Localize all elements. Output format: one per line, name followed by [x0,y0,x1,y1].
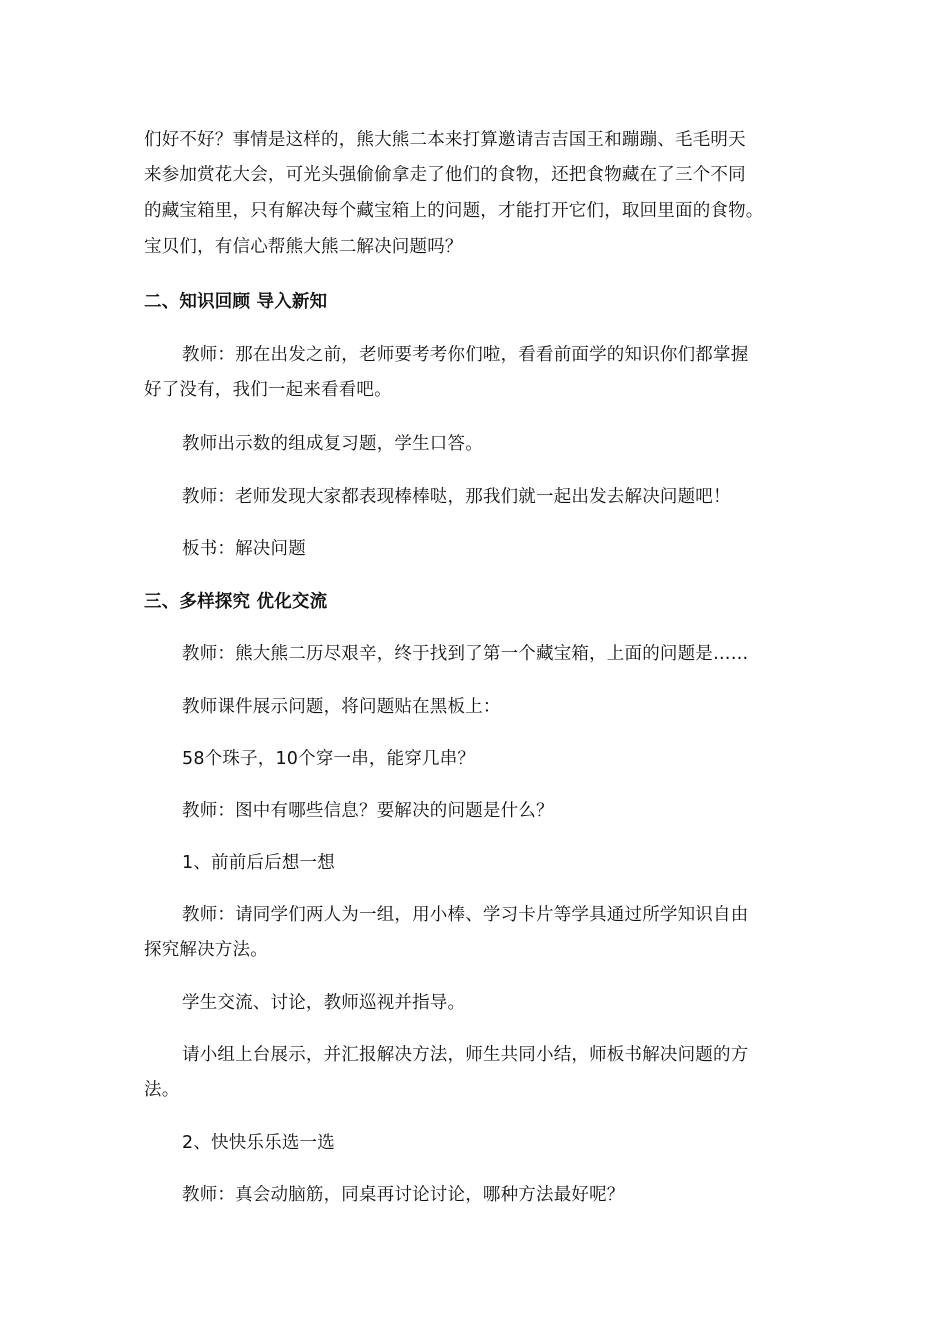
paragraph-line: 探究解决方法。 [144,940,268,960]
paragraph-line: 教师出示数的组成复习题，学生口答。 [182,434,483,454]
list-item-heading: 2、快快乐乐选一选 [182,1133,335,1153]
paragraph-line: 教师：老师发现大家都表现棒棒哒，那我们就一起出发去解决问题吧！ [182,487,731,507]
paragraph-line: 58个珠子，10个穿一串，能穿几串？ [182,749,476,769]
paragraph-line: 板书：解决问题 [182,539,306,559]
paragraph-line: 教师课件展示问题，将问题贴在黑板上： [182,697,501,717]
paragraph-line: 好了没有，我们一起来看看吧。 [144,380,392,400]
paragraph-line: 们好不好？事情是这样的，熊大熊二本来打算邀请吉吉国王和蹦蹦、毛毛明天 [144,130,746,150]
paragraph-line: 法。 [144,1080,180,1100]
paragraph-line: 教师：请同学们两人为一组，用小棒、学习卡片等学具通过所学知识自由 [182,905,749,925]
paragraph-line: 来参加赏花大会，可光头强偷偷拿走了他们的食物，还把食物藏在了三个不同 [144,165,746,185]
paragraph-line: 教师：真会动脑筋，同桌再讨论讨论，哪种方法最好呢？ [182,1185,625,1205]
section-heading: 二、知识回顾 导入新知 [144,292,328,312]
section-heading: 三、多样探究 优化交流 [144,592,328,612]
paragraph-line: 请小组上台展示，并汇报解决方法，师生共同小结，师板书解决问题的方 [182,1045,749,1065]
paragraph-line: 教师：熊大熊二历尽艰辛，终于找到了第一个藏宝箱，上面的问题是…… [182,644,749,664]
paragraph-line: 的藏宝箱里，只有解决每个藏宝箱上的问题，才能打开它们，取回里面的食物。 [144,201,764,221]
list-item-heading: 1、前前后后想一想 [182,853,335,873]
paragraph-line: 教师：那在出发之前，老师要考考你们啦，看看前面学的知识你们都掌握 [182,345,749,365]
paragraph-line: 宝贝们，有信心帮熊大熊二解决问题吗？ [144,237,463,257]
paragraph-line: 学生交流、讨论，教师巡视并指导。 [182,993,466,1013]
paragraph-line: 教师：图中有哪些信息？要解决的问题是什么？ [182,801,554,821]
